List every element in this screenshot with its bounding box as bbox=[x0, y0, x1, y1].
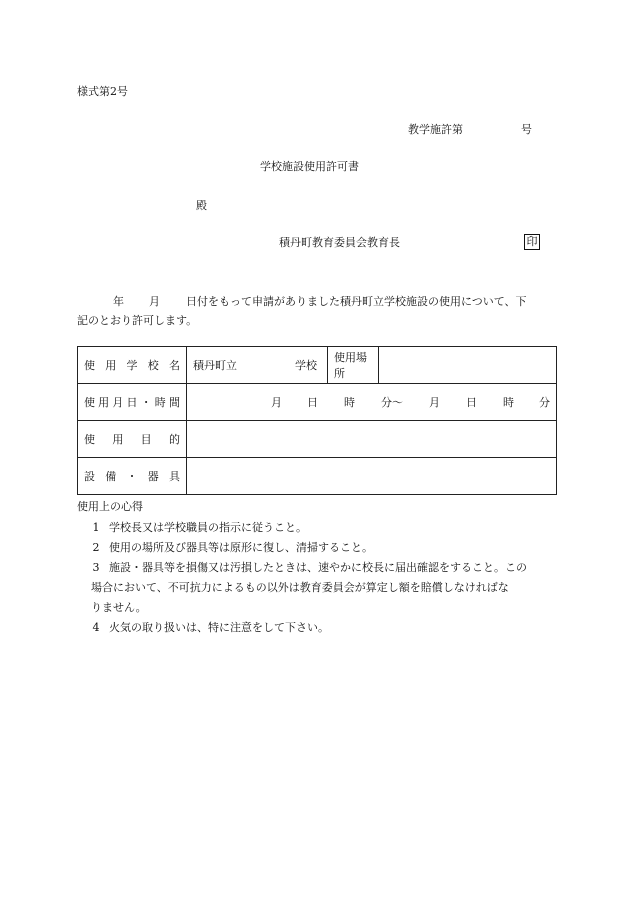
form-number: 様式第2号 bbox=[77, 85, 128, 98]
list-item: 4 火気の取り扱いは、特に注意をして下さい。 bbox=[92, 621, 329, 634]
list-item: 1 学校長又は学校職員の指示に従うこと。 bbox=[92, 521, 307, 534]
issuer-name: 積丹町教育委員会教育長 bbox=[279, 236, 400, 249]
month-label: 月 bbox=[149, 295, 160, 308]
school-name-field[interactable] bbox=[187, 347, 328, 384]
usage-purpose-label: 使 用 目 的 bbox=[78, 421, 187, 458]
addressee-suffix: 殿 bbox=[196, 199, 207, 212]
usage-place-label: 使用場所 bbox=[328, 347, 379, 384]
usage-datetime-label: 使 用 月 日 ・ 時 間 bbox=[78, 384, 187, 421]
school-suffix: 学校 bbox=[295, 359, 317, 372]
permit-number bbox=[408, 123, 532, 137]
permission-statement bbox=[77, 292, 557, 330]
equipment-label: 設 備 ・ 器 具 bbox=[78, 458, 187, 495]
usage-notes-title: 使用上の心得 bbox=[77, 500, 143, 513]
permit-number-prefix: 教学施許第 bbox=[408, 123, 463, 136]
list-item-continuation: りません。 bbox=[91, 601, 147, 614]
statement-line-1: 日付をもって申請がありました積丹町立学校施設の使用について、下 bbox=[186, 295, 527, 308]
usage-details-table bbox=[77, 346, 557, 495]
usage-notes-list bbox=[77, 518, 557, 638]
list-item-continuation: 場合において、不可抗力によるもの以外は教育委員会が算定し額を賠償しなければな bbox=[91, 581, 509, 594]
table-row bbox=[78, 384, 557, 421]
year-label: 年 bbox=[113, 295, 124, 308]
usage-datetime-field[interactable]: 月 日 時 分〜 月 日 時 分 bbox=[187, 384, 557, 421]
equipment-field[interactable] bbox=[187, 458, 557, 495]
school-name-label: 使 用 学 校 名 bbox=[78, 347, 187, 384]
table-row bbox=[78, 458, 557, 495]
usage-place-field[interactable] bbox=[379, 347, 557, 384]
list-item: 3 施設・器具等を損傷又は汚損したときは、速やかに校長に届出確認をすること。この bbox=[92, 561, 527, 574]
seal-mark: 印 bbox=[524, 234, 540, 250]
usage-purpose-field[interactable] bbox=[187, 421, 557, 458]
school-prefix: 積丹町立 bbox=[193, 359, 237, 372]
permit-number-suffix: 号 bbox=[521, 123, 532, 136]
statement-line-2: 記のとおり許可します。 bbox=[77, 314, 198, 327]
table-row bbox=[78, 421, 557, 458]
list-item: 2 使用の場所及び器具等は原形に復し、清掃すること。 bbox=[92, 541, 373, 554]
document-title: 学校施設使用許可書 bbox=[260, 160, 359, 173]
table-row bbox=[78, 347, 557, 384]
